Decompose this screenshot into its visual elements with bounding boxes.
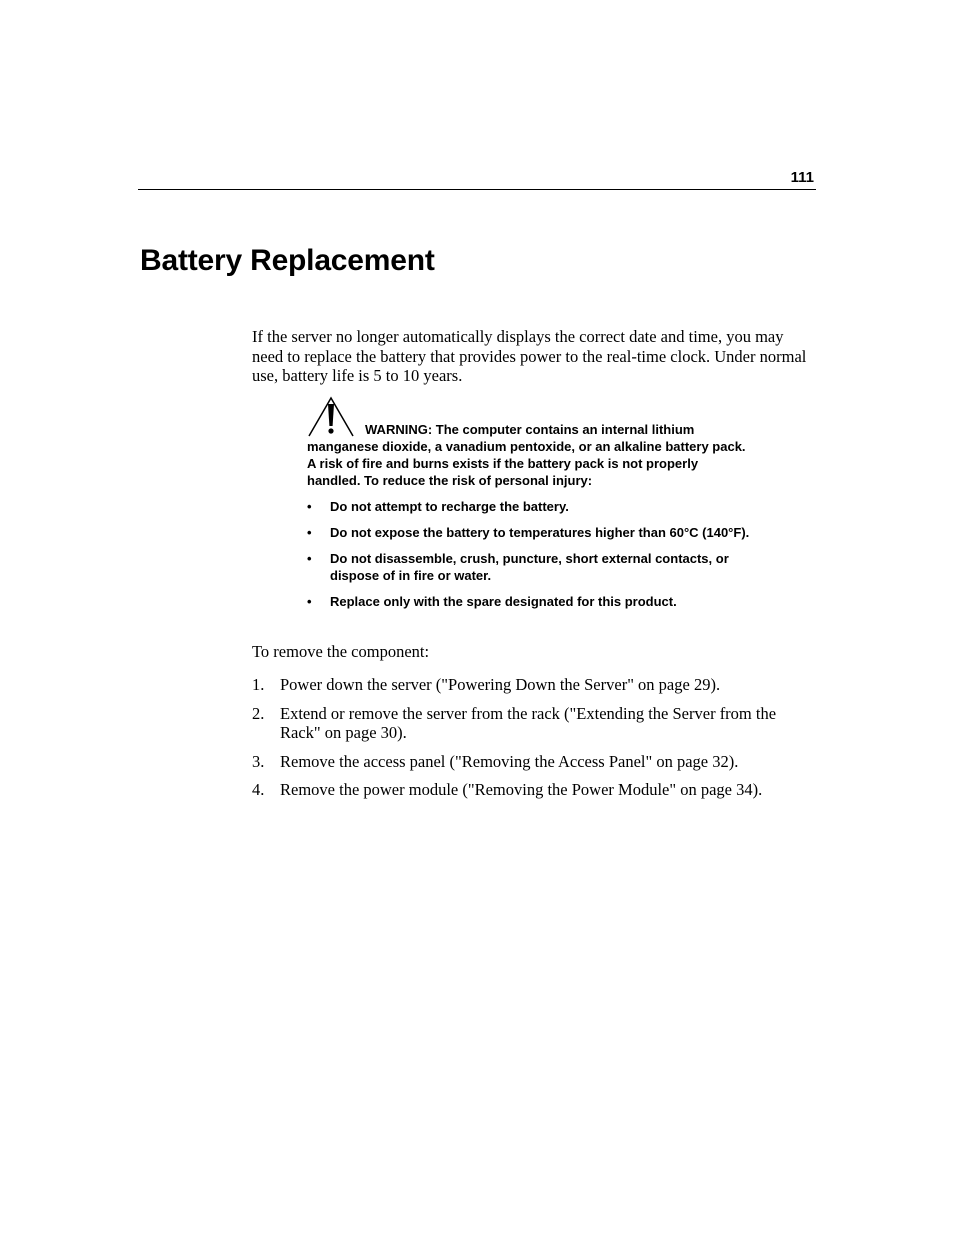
- procedure-step: [252, 704, 812, 743]
- warning-bullet-text: Do not disassemble, crush, puncture, short external contacts, or dispose of in fire or water.: [330, 551, 729, 583]
- warning-bullet-item: [307, 550, 752, 584]
- warning-bullet-item: [307, 498, 752, 515]
- warning-bullet-item: [307, 524, 752, 541]
- procedure-step: [252, 752, 812, 772]
- warning-exclamation-icon: [307, 396, 355, 438]
- warning-bullet-text: Do not attempt to recharge the battery.: [330, 499, 569, 514]
- warning-statement: [307, 396, 752, 489]
- intro-paragraph: If the server no longer automatically displays the correct date and time, you may need to replace the battery that provides power to the real-time clock. Under normal use, battery life is 5 to 10 years.: [252, 327, 807, 385]
- step-number: 4.: [252, 780, 265, 799]
- page-title: Battery Replacement: [140, 244, 435, 277]
- step-text: Extend or remove the server from the rack ("Extending the Server from the Rack" on page 30).: [280, 703, 777, 742]
- bullet-icon: •: [307, 551, 312, 566]
- warning-bullet-item: [307, 593, 752, 610]
- warning-bullet-text: Do not expose the battery to temperatures higher than 60°C (140°F).: [330, 525, 750, 540]
- step-text: Power down the server ("Powering Down the Server" on page 29).: [280, 675, 721, 694]
- bullet-icon: •: [307, 499, 312, 514]
- step-text: Remove the power module ("Removing the Power Module" on page 34).: [280, 780, 763, 799]
- procedure-step: [252, 675, 812, 695]
- procedure-steps: [252, 675, 812, 809]
- warning-text: WARNING: The computer contains an internal lithium manganese dioxide, a vanadium pentoxide, or an alkaline battery pack. A risk of fire and burns exists if the battery pack is not properly handled. To reduce the risk of personal injury:: [307, 422, 746, 488]
- warning-bullet-text: Replace only with the spare designated for this product.: [330, 594, 677, 609]
- warning-bullet-list: [307, 498, 752, 610]
- step-text: Remove the access panel ("Removing the Access Panel" on page 32).: [280, 751, 739, 771]
- header-rule: [138, 189, 816, 190]
- step-number: 1.: [252, 675, 265, 694]
- page-number: 111: [790, 169, 814, 186]
- warning-box: [307, 396, 752, 610]
- bullet-icon: •: [307, 525, 312, 540]
- bullet-icon: •: [307, 594, 312, 609]
- procedure-step: [252, 780, 812, 800]
- step-number: 2.: [252, 703, 265, 723]
- procedure-lead: To remove the component:: [252, 642, 430, 661]
- step-number: 3.: [252, 751, 265, 771]
